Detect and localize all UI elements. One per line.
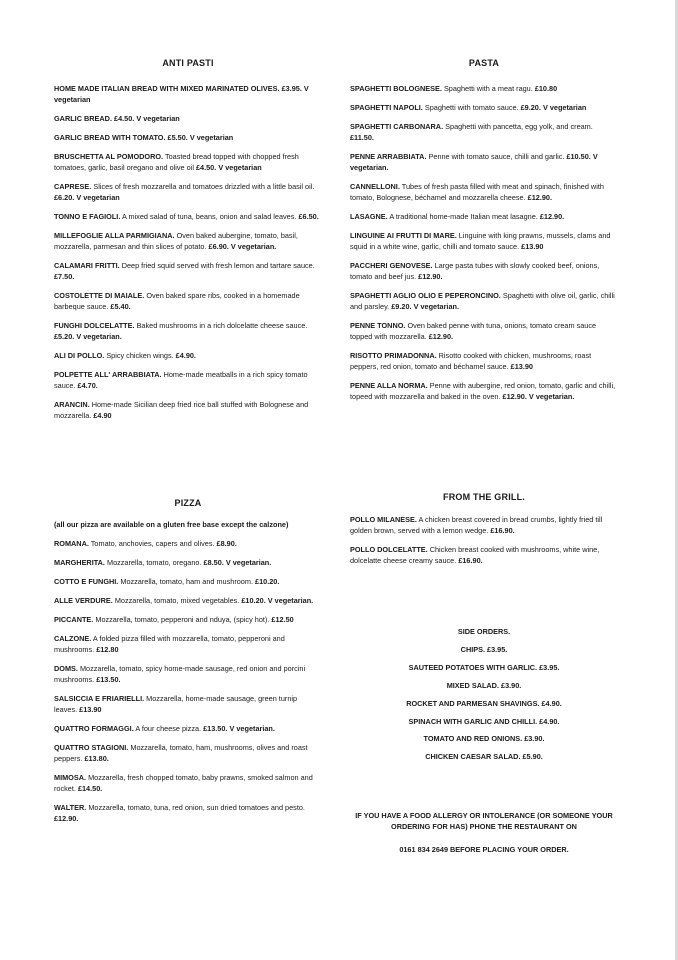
allergy-phone: 0161 834 2649 BEFORE PLACING YOUR ORDER. (399, 845, 569, 854)
item-description: Spicy chicken wings. (106, 351, 174, 360)
item-description: Chicken breast cooked with mushrooms, white wine, dolcelatte cheese creamy sauce. (350, 545, 600, 565)
item-price: £4.50. (114, 114, 135, 123)
item-description: Mozzarella, tomato, oregano. (106, 558, 202, 567)
item-name: CALZONE. (54, 634, 92, 643)
item-price: £12.90. (418, 272, 443, 281)
item-description: Home-made Sicilian deep fried rice ball stuffed with Bolognese and mozzarella. (54, 400, 309, 420)
section-title-pizza: PIZZA (174, 498, 202, 508)
item-price: £13.50. (203, 724, 228, 733)
item-price: £6.20. (54, 193, 75, 202)
item-price: £13.90 (510, 362, 533, 371)
item-name: PENNE TONNO. (350, 321, 406, 330)
item-description: Penne with tomato sauce, chilli and garlic. (428, 152, 565, 161)
menu-item (54, 230, 322, 252)
item-price: £4.90 (93, 411, 112, 420)
item-vegetarian-tag: V vegetarian. (76, 332, 122, 341)
item-price: £16.90. (490, 526, 515, 535)
item-name: QUATTRO FORMAGGI. (54, 724, 134, 733)
item-price: £10.80 (534, 84, 558, 93)
item-description: A traditional home-made Italian meat lasagne. (389, 212, 538, 221)
item-description: Mozzarella, tomato, mixed vegetables. (114, 596, 240, 605)
item-vegetarian-tag: V vegetarian. (267, 596, 314, 605)
item-name: ALI DI POLLO. (54, 351, 105, 360)
menu-item (54, 260, 322, 282)
item-vegetarian-tag: V vegetarian (76, 193, 120, 202)
side-order-item: CHICKEN CAESAR SALAD. £5.90. (425, 752, 543, 762)
menu-item (54, 290, 322, 312)
menu-item (54, 663, 322, 685)
item-price: £12.50 (271, 615, 294, 624)
item-name: DOMS. (54, 664, 78, 673)
pizza-section (54, 498, 322, 832)
item-name: WALTER. (54, 803, 87, 812)
menu-item (54, 320, 322, 342)
item-name: LASAGNE. (350, 212, 388, 221)
item-description: Mozzarella, fresh chopped tomato, baby prawns, smoked salmon and rocket. (54, 773, 313, 793)
item-name: POLPETTE ALL' ARRABBIATA. (54, 370, 162, 379)
menu-item (54, 350, 322, 361)
item-price: £6.90. (208, 242, 229, 251)
menu-item (54, 742, 322, 764)
item-name: PICCANTE. (54, 615, 94, 624)
item-price: £5.40. (110, 302, 131, 311)
item-name: COSTOLETTE DI MAIALE. (54, 291, 145, 300)
item-name: ALLE VERDURE. (54, 596, 113, 605)
item-price: £9.20. (520, 103, 541, 112)
section-title-antipasti: ANTI PASTI (162, 58, 214, 68)
item-price: £12.90. (428, 332, 454, 341)
pizza-list (54, 538, 322, 824)
menu-item (54, 83, 322, 105)
item-price: £12.90. (502, 392, 527, 401)
antipasti-list (54, 83, 322, 421)
menu-item (54, 399, 322, 421)
item-name: PENNE ARRABBIATA. (350, 152, 427, 161)
item-vegetarian-tag: V vegetarian. (528, 392, 575, 401)
menu-item (54, 538, 322, 549)
pasta-section (350, 58, 618, 410)
item-vegetarian-tag: V vegetarian (218, 163, 262, 172)
item-price: £13.90 (79, 705, 102, 714)
item-price: £4.70. (77, 381, 98, 390)
menu-item (54, 132, 322, 143)
menu-item (350, 380, 618, 402)
item-price: £16.90. (458, 556, 483, 565)
menu-item (54, 151, 322, 173)
item-description: A chicken breast covered in bread crumbs, lightly fried till golden brown, served with a lemon wedge. (350, 515, 603, 535)
item-name: TONNO E FAGIOLI. (54, 212, 121, 221)
menu-item (54, 181, 322, 203)
menu-item (350, 260, 618, 282)
menu-item (350, 514, 618, 536)
item-price: £5.50. (167, 133, 188, 142)
menu-item (54, 723, 322, 734)
item-description: Tomato, anchovies, capers and olives. (90, 539, 215, 548)
item-name: PENNE ALLA NORMA. (350, 381, 428, 390)
menu-item (350, 102, 618, 113)
item-description: Tubes of fresh pasta filled with meat and spinach, finished with tomato, Bolognese, béchamel and mozzarella cheese. (350, 182, 604, 202)
item-price: £13.80. (84, 754, 109, 763)
allergy-text: IF YOU HAVE A FOOD ALLERGY OR INTOLERANCE (OR SOMEONE YOUR ORDERING FOR HAS) PHONE THE RESTAURANT ON (355, 811, 613, 831)
item-description: Spaghetti with olive oil, garlic, chilli and parsley. (350, 291, 615, 311)
menu-item (54, 557, 322, 568)
item-description: Linguine with king prawns, mussels, clams and squid in a white wine, garlic, chilli and tomato sauce. (350, 231, 611, 251)
menu-item (350, 121, 618, 143)
menu-item (350, 290, 618, 312)
item-description: Oven baked spare ribs, cooked in a homemade barbeque sauce. (54, 291, 300, 311)
item-name: CANNELLONI. (350, 182, 400, 191)
item-name: PACCHERI GENOVESE. (350, 261, 433, 270)
item-price: £5.20. (54, 332, 75, 341)
item-vegetarian-tag: V vegetarian. (225, 558, 272, 567)
side-orders-section (350, 626, 618, 769)
menu-item (350, 211, 618, 222)
menu-item (54, 113, 322, 124)
item-name: HOME MADE ITALIAN BREAD WITH MIXED MARINATED OLIVES. (54, 84, 280, 93)
item-description: Risotto cooked with chicken, mushrooms, roast peppers, red onion, tomato and béchamel sauce. (350, 351, 592, 371)
side-order-item: CHIPS. £3.95. (460, 645, 508, 654)
item-description: Baked mushrooms in a rich dolcelatte cheese sauce. (136, 321, 308, 330)
item-name: SPAGHETTI NAPOLI. (350, 103, 423, 112)
allergy-notice (350, 810, 618, 855)
item-description: Mozzarella, tomato, tuna, red onion, sun dried tomatoes and pesto. (88, 803, 305, 812)
item-description: Toasted bread topped with chopped fresh tomatoes, garlic, basil oregano and olive oil (54, 152, 299, 172)
item-price: £13.50. (96, 675, 121, 684)
item-vegetarian-tag: V vegetarian. (229, 724, 275, 733)
item-name: GARLIC BREAD WITH TOMATO. (54, 133, 166, 142)
item-name: MILLEFOGLIE ALLA PARMIGIANA. (54, 231, 175, 240)
antipasti-section (54, 58, 322, 429)
item-description: Mozzarella, tomato, ham, mushrooms, olives and roast peppers. (54, 743, 308, 763)
section-title-sides: SIDE ORDERS. (457, 627, 511, 636)
menu-item (350, 83, 618, 94)
item-description: Home-made meatballs in a rich spicy tomato sauce. (54, 370, 308, 390)
item-price: £14.50. (77, 784, 103, 793)
item-price: £4.50. (195, 163, 217, 172)
item-description: Mozzarella, tomato, pepperoni and nduya, (spicy hot). (95, 615, 270, 624)
item-name: LINGUINE AI FRUTTI DI MARE. (350, 231, 457, 240)
menu-item (350, 181, 618, 203)
item-description: Spaghetti with pancetta, egg yolk, and cream. (445, 122, 593, 131)
menu-item (350, 350, 618, 372)
item-price: £12.90. (54, 814, 79, 823)
item-name: MARGHERITA. (54, 558, 105, 567)
item-description: A mixed salad of tuna, beans, onion and salad leaves. (121, 212, 297, 221)
item-price: £8.50. (203, 558, 224, 567)
menu-item (54, 633, 322, 655)
menu-item (350, 544, 618, 566)
item-price: £10.20. (255, 577, 280, 586)
item-vegetarian-tag: V vegetarian. (413, 302, 460, 311)
menu-item (350, 151, 618, 173)
side-order-item: MIXED SALAD. £3.90. (446, 680, 522, 690)
item-name: CAPRESE. (54, 182, 92, 191)
menu-item (54, 772, 322, 794)
item-description: Deep fried squid served with fresh lemon and tartare sauce. (121, 261, 315, 270)
item-name: SPAGHETTI AGLIO OLIO E PEPERONCINO. (350, 291, 501, 300)
item-price: £11.50. (350, 133, 374, 142)
item-description: Spaghetti with a meat ragu. (443, 84, 533, 93)
menu-item (54, 369, 322, 391)
item-name: FUNGHI DOLCELATTE. (54, 321, 135, 330)
menu-item (350, 320, 618, 342)
menu-item (350, 230, 618, 252)
item-vegetarian-tag: V vegetarian (189, 133, 234, 142)
item-description: Large pasta tubes with slowly cooked beef, onions, tomato and beef jus. (350, 261, 600, 281)
grill-section (350, 492, 618, 574)
item-price: £8.90. (216, 539, 237, 548)
item-name: GARLIC BREAD. (54, 114, 112, 123)
item-vegetarian-tag: V vegetarian. (230, 242, 277, 251)
item-price: £12.80 (96, 645, 119, 654)
item-description: Oven baked aubergine, tomato, basil, mozzarella, parmesan and thin slices of potato. (54, 231, 298, 251)
item-price: £7.50. (54, 272, 75, 281)
menu-item (54, 802, 322, 824)
item-price: £13.90 (521, 242, 544, 251)
item-vegetarian-tag: V vegetarian (54, 84, 309, 104)
item-description: Slices of fresh mozzarella and tomatoes drizzled with a little basil oil. (93, 182, 315, 191)
item-description: Penne with aubergine, red onion, tomato, garlic and chilli, topeed with mozzarella and baked in the oven. (350, 381, 616, 401)
item-description: Oven baked penne with tuna, onions, tomato cream sauce topped with mozzarella. (350, 321, 597, 341)
item-description: A four cheese pizza. (135, 724, 202, 733)
item-description: Mozzarella, tomato, spicy home-made sausage, red onion and porcini mushrooms. (54, 664, 306, 684)
item-price: £12.90. (527, 193, 553, 202)
item-name: POLLO MILANESE. (350, 515, 417, 524)
item-vegetarian-tag: V vegetarian (136, 114, 180, 123)
menu-item (54, 693, 322, 715)
item-name: CALAMARI FRITTI. (54, 261, 120, 270)
section-title-pasta: PASTA (468, 58, 500, 68)
item-name: ROMANA. (54, 539, 89, 548)
item-name: COTTO E FUNGHI. (54, 577, 119, 586)
sides-list (350, 644, 618, 762)
item-description: A folded pizza filled with mozzarella, tomato, pepperoni and mushrooms. (54, 634, 285, 654)
item-price: £3.95. (281, 84, 302, 93)
item-price: £12.90. (539, 212, 565, 221)
item-description: Mozzarella, home-made sausage, green turnip leaves. (54, 694, 298, 714)
side-order-item: TOMATO AND RED ONIONS. £3.90. (423, 734, 545, 744)
item-name: SALSICCIA E FRIARIELLI. (54, 694, 145, 703)
item-price: £4.90. (175, 351, 196, 360)
item-name: BRUSCHETTA AL POMODORO. (54, 152, 164, 161)
side-order-item: SPINACH WITH GARLIC AND CHILLI. £4.90. (408, 716, 560, 726)
item-price: £6.50. (298, 212, 319, 221)
item-name: QUATTRO STAGIONI. (54, 743, 129, 752)
section-title-grill: FROM THE GRILL. (443, 492, 525, 502)
item-price: £10.20. (241, 596, 266, 605)
item-price: £9.20. (391, 302, 412, 311)
item-description: Mozzarella, tomato, ham and mushroom. (120, 577, 253, 586)
item-description: Spaghetti with tomato sauce. (424, 103, 519, 112)
side-order-item: ROCKET AND PARMESAN SHAVINGS. £4.90. (406, 698, 562, 708)
menu-item (54, 614, 322, 625)
grill-list (350, 514, 618, 566)
menu-item (54, 595, 322, 606)
menu-item (54, 576, 322, 587)
side-order-item: SAUTEED POTATOES WITH GARLIC. £3.95. (408, 662, 560, 672)
item-name: ARANCIN. (54, 400, 90, 409)
item-name: POLLO DOLCELATTE. (350, 545, 428, 554)
item-name: RISOTTO PRIMADONNA. (350, 351, 437, 360)
menu-item (54, 211, 322, 222)
gluten-free-note: (all our pizza are available on a gluten free base except the calzone) (54, 520, 289, 529)
pasta-list (350, 83, 618, 402)
item-name: MIMOSA. (54, 773, 87, 782)
item-price: £10.50. (566, 152, 591, 161)
item-name: SPAGHETTI CARBONARA. (350, 122, 444, 131)
item-vegetarian-tag: V vegetarian (542, 103, 587, 112)
item-vegetarian-tag: V vegetarian. (350, 152, 598, 172)
item-name: SPAGHETTI BOLOGNESE. (350, 84, 442, 93)
